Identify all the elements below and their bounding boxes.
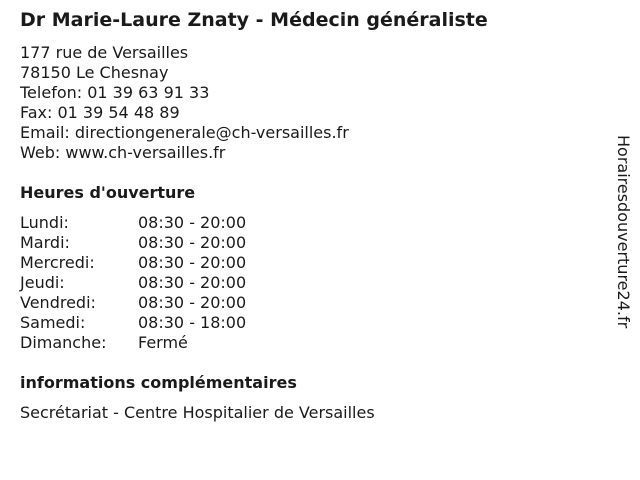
time-value: 08:30 - 20:00 <box>138 213 247 232</box>
day-label: Jeudi: <box>20 273 65 292</box>
contact-block <box>20 43 349 163</box>
hours-row-thursday <box>20 273 300 293</box>
day-label: Mercredi: <box>20 253 95 272</box>
hours-row-friday <box>20 293 300 313</box>
hours-row-sunday <box>20 333 300 353</box>
page-title: Dr Marie-Laure Znaty - Médecin généraliste <box>20 9 488 31</box>
hours-row-tuesday <box>20 233 300 253</box>
day-label: Dimanche: <box>20 333 107 352</box>
time-value: 08:30 - 20:00 <box>138 253 247 272</box>
time-value: 08:30 - 20:00 <box>138 293 247 312</box>
website-link[interactable]: Web: www.ch-versailles.fr <box>20 143 226 162</box>
additional-info-heading: informations complémentaires <box>20 373 297 392</box>
opening-hours-heading: Heures d'ouverture <box>20 183 196 202</box>
hours-row-saturday <box>20 313 300 333</box>
fax-number: Fax: 01 39 54 48 89 <box>20 103 180 122</box>
address-city: 78150 Le Chesnay <box>20 63 169 82</box>
hours-row-monday <box>20 213 300 233</box>
additional-info-text: Secrétariat - Centre Hospitalier de Versailles <box>20 403 375 422</box>
day-label: Samedi: <box>20 313 86 332</box>
day-label: Lundi: <box>20 213 69 232</box>
day-label: Mardi: <box>20 233 70 252</box>
watermark <box>613 135 633 375</box>
email-link[interactable]: Email: directiongenerale@ch-versailles.fr <box>20 123 349 142</box>
time-value: 08:30 - 20:00 <box>138 233 247 252</box>
watermark-text: Horairesdouverture24.fr <box>614 135 633 329</box>
time-value: 08:30 - 20:00 <box>138 273 247 292</box>
phone-number[interactable]: Telefon: 01 39 63 91 33 <box>20 83 210 102</box>
time-value: 08:30 - 18:00 <box>138 313 247 332</box>
hours-row-wednesday <box>20 253 300 273</box>
address-street: 177 rue de Versailles <box>20 43 189 62</box>
opening-hours-table <box>20 213 300 353</box>
time-value: Fermé <box>138 333 188 352</box>
day-label: Vendredi: <box>20 293 96 312</box>
